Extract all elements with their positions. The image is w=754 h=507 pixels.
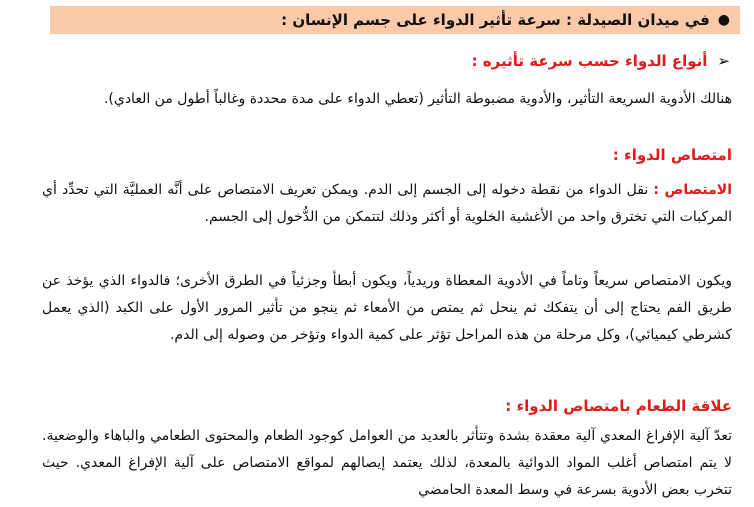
food-relation-heading: علاقة الطعام بامتصاص الدواء : (505, 397, 732, 415)
section-header-bar (50, 6, 740, 34)
absorption-details-paragraph: ويكون الامتصاص سريعاً وتاماً في الأدوية المعطاة وريدياً، ويكون أبطأ وجزئياً في الطرق الأخرى؛ فالدواء الذي يؤخذ عن طريق الفم يحتاج إلى أن يتفكك ثم ينحل ثم يمتص من الأمعاء ثم ينجو من تأثير المرور الأول على الكبد (الذي يعمل كشرطي كيميائي)، وكل مرحلة من هذه المراحل تؤثر على كمية الدواء وتؤخر من وصوله إلى الدم. (42, 273, 732, 343)
absorption-definition: نقل الدواء من نقطة دخوله إلى الجسم إلى الدم. ويمكن تعريف الامتصاص على أنَّه العمليَّة التي تحدِّد أي المركبات التي تخترق واحد من الأغشية الخلوية أو أكثر وذلك لتتمكن من الدُّخول إلى الجسم. (42, 182, 732, 225)
absorption-term: الامتصاص : (653, 182, 732, 198)
absorption-heading: امتصاص الدواء : (612, 146, 732, 164)
page-title: في ميدان الصيدلة : سرعة تأثير الدواء على جسم الإنسان : (281, 11, 710, 29)
arrow-bullet-icon: ➢ (717, 52, 730, 70)
drug-types-heading-row (472, 52, 730, 70)
food-relation-paragraph: تعدّ آلية الإفراغ المعدي آلية معقدة بشدة وتتأثر بالعديد من العوامل كوجود الطعام والمحتوى الطعامي والباهاء والوضعية. لا يتم امتصاص أغلب المواد الدوائية بالمعدة، لذلك يعتمد إيصالهم لمواقع الامتصاص على آلية الإفراغ المعدي. حيث تتخرب بعض الأدوية بسرعة في وسط المعدة الحامضي (42, 428, 732, 498)
drug-types-paragraph: هنالك الأدوية السريعة التأثير، والأدوية مضبوطة التأثير (تعطي الدواء على مدة محددة وغالباً أطول من العادي). (103, 91, 732, 107)
bullet-icon: ● (717, 12, 730, 28)
absorption-definition-paragraph (42, 177, 732, 231)
drug-types-heading: أنواع الدواء حسب سرعة تأثيره : (471, 52, 708, 70)
